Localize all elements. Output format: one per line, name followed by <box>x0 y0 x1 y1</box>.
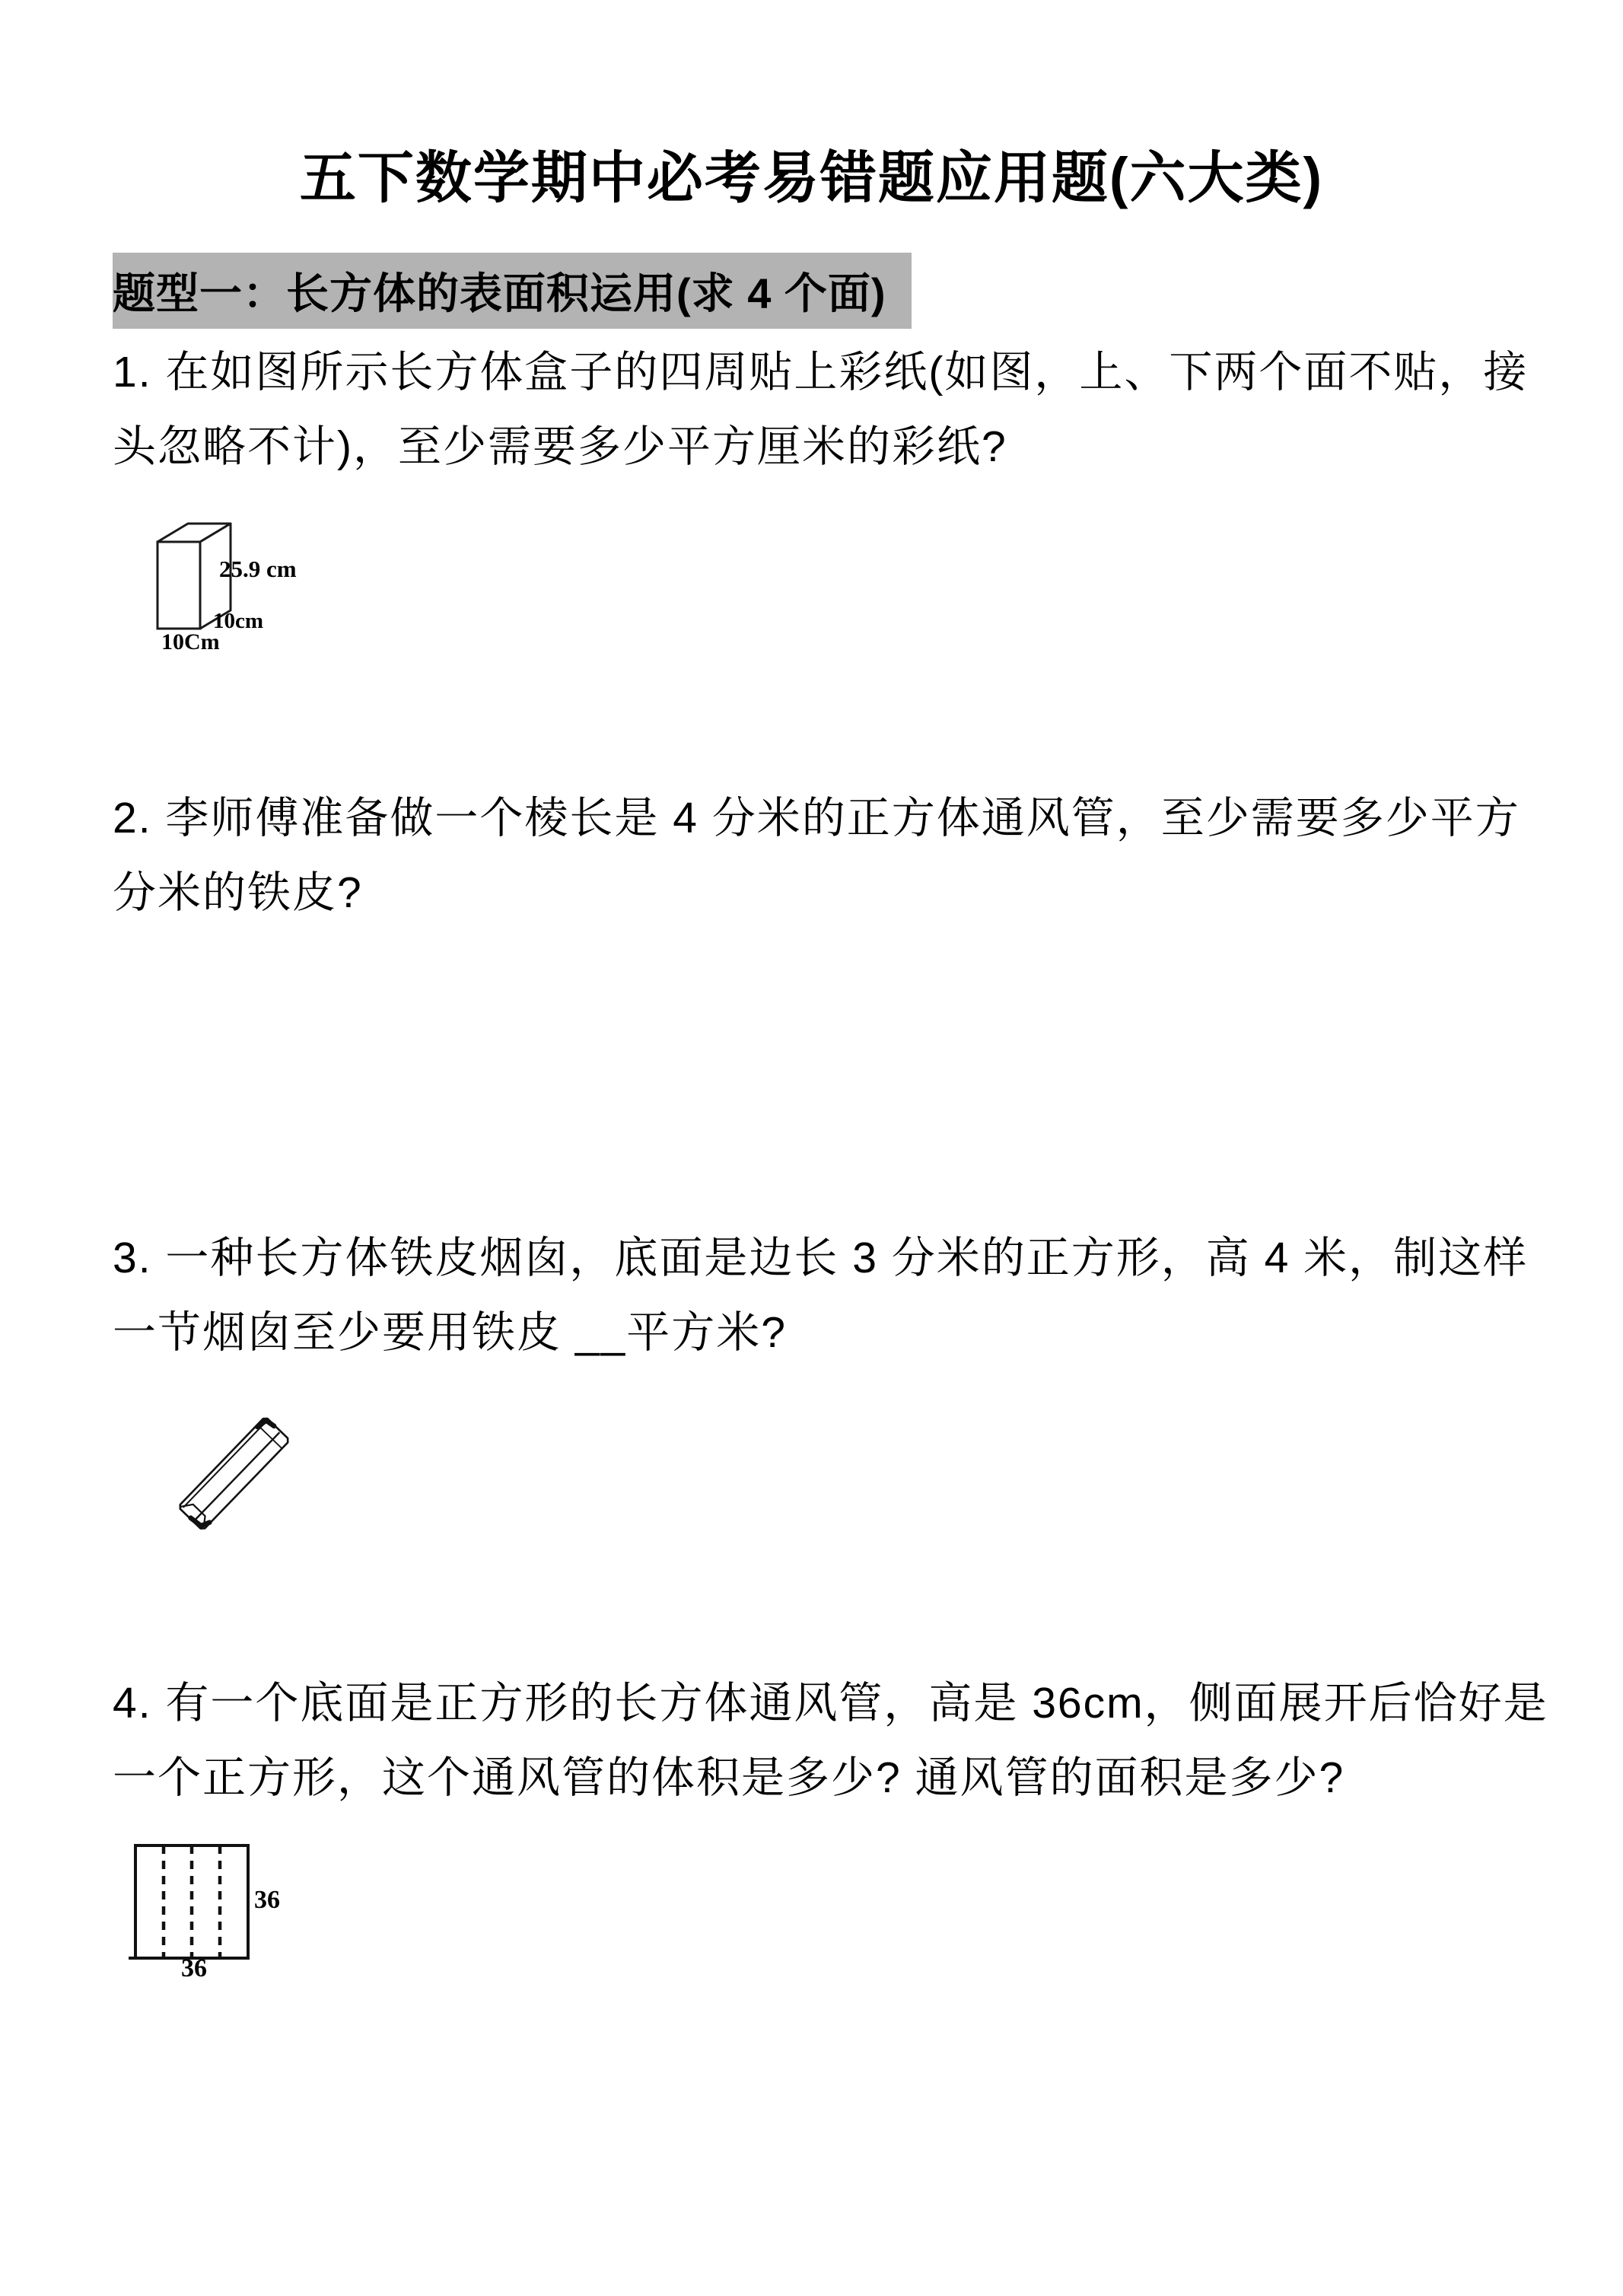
square-bottom-label: 36 <box>181 1954 207 1982</box>
cuboid-width-label: 10Cm <box>161 629 220 654</box>
cuboid-depth-label: 10cm <box>213 609 264 633</box>
cuboid-height-label: 25.9 cm <box>219 556 297 582</box>
problem-1-line-2: 头忽略不计)，至少需要多少平方厘米的彩纸? <box>113 422 1007 471</box>
page-title: 五下数学期中必考易错题应用题(六大类) <box>299 146 1324 209</box>
problem-2-line-1: 2. 李师傅准备做一个棱长是 4 分米的正方体通风管，至少需要多少平方 <box>113 794 1520 842</box>
problem-2-line-2: 分米的铁皮? <box>113 868 363 917</box>
square-right-label: 36 <box>254 1886 280 1914</box>
chimney-tube-drawing <box>169 1406 298 1536</box>
problem-4-line-2: 一个正方形，这个通风管的体积是多少? 通风管的面积是多少? <box>113 1753 1345 1802</box>
chimney-tube-group <box>178 1416 290 1530</box>
problem-3-line-2: 一节烟囱至少要用铁皮 __平方米? <box>113 1308 787 1357</box>
problem-3-line-1: 3. 一种长方体铁皮烟囱，底面是边长 3 分米的正方形，高 4 米，制这样 <box>113 1234 1529 1282</box>
section-header-label: 题型一：长方体的表面积运用(求 4 个面) <box>113 269 886 317</box>
chimney-tube-diagram <box>169 1406 298 1536</box>
cuboid-front-face <box>158 542 200 629</box>
section-header <box>113 253 912 329</box>
problem-1-line-1: 1. 在如图所示长方体盒子的四周贴上彩纸(如图，上、下两个面不贴，接 <box>113 348 1529 396</box>
problem-4-line-1: 4. 有一个底面是正方形的长方体通风管，高是 36cm，侧面展开后恰好是 <box>113 1679 1548 1728</box>
tube-outline <box>178 1416 290 1530</box>
